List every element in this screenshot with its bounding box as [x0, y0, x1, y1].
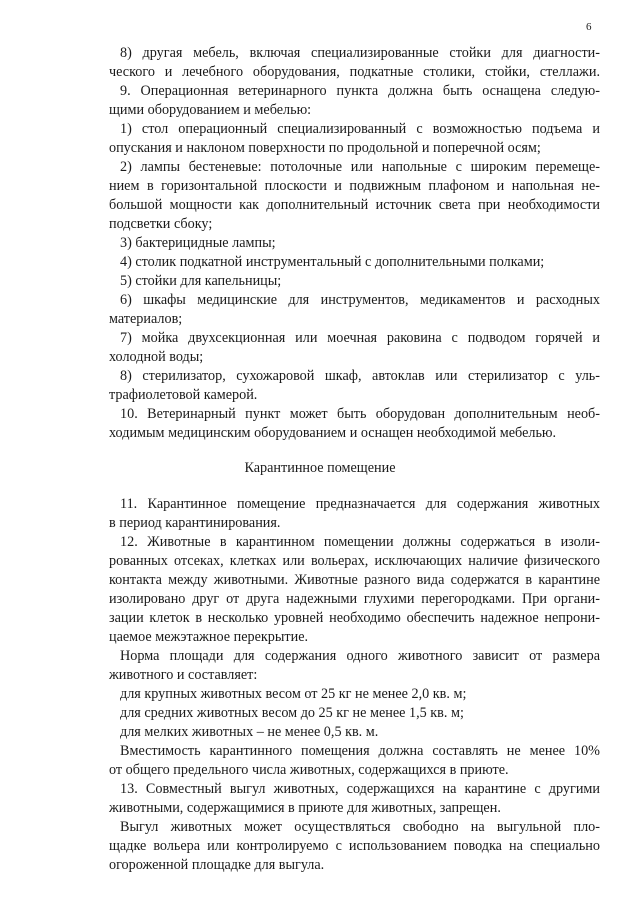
text-line: 12. Животные в карантинном помещении должны содержаться в изоли-	[120, 534, 600, 550]
text-line: для средних животных весом до 25 кг не менее 1,5 кв. м;	[120, 705, 464, 721]
text-line: 11. Карантинное помещение предназначается для содержания животных	[120, 496, 600, 512]
text-line: подсветки сбоку;	[109, 216, 213, 232]
text-line: Выгул животных может осуществляться свободно на выгульной пло-	[120, 819, 600, 835]
text-line: 7) мойка двухсекционная или моечная раковина с подводом горячей и	[120, 330, 600, 346]
text-line: животными, содержащимися в приюте для животных, запрещен.	[109, 800, 501, 816]
section-heading: Карантинное помещение	[244, 460, 396, 476]
text-line: трафиолетовой камерой.	[109, 387, 258, 403]
text-line: 3) бактерицидные лампы;	[120, 235, 276, 251]
text-line: 9. Операционная ветеринарного пункта должна быть оснащена следую-	[120, 83, 600, 99]
text-line: ходимым медицинским оборудованием и оснащен необходимой мебелью.	[109, 425, 557, 441]
text-line: 4) столик подкатной инструментальный с дополнительными полками;	[120, 254, 545, 270]
text-line: ческого и лечебного оборудования, подкатные столики, стойки, стеллажи.	[109, 64, 600, 80]
text-line: от общего предельного числа животных, содержащихся в приюте.	[109, 762, 509, 778]
text-line: холодной воды;	[109, 349, 204, 365]
text-line: для мелких животных – не менее 0,5 кв. м.	[120, 724, 379, 740]
text-line: 5) стойки для капельницы;	[120, 273, 282, 289]
text-line: щадке вольера или контролируемо с использованием поводка на специально	[109, 838, 600, 854]
text-line: контакта между животными. Животные разного вида содержатся в карантине	[109, 572, 600, 588]
text-line: 8) стерилизатор, сухожаровой шкаф, автоклав или стерилизатор с уль-	[120, 368, 600, 384]
text-line: цаемое межэтажное перекрытие.	[109, 629, 309, 645]
text-line: нием в горизонтальной плоскости и подвижным плафоном и напольная не-	[109, 178, 600, 194]
text-line: Вместимость карантинного помещения должна составлять не менее 10%	[120, 743, 600, 759]
text-line: огороженной площадке для выгула.	[109, 857, 325, 873]
text-line: зации клеток в несколько уровней необходимо обеспечить надежное непрони-	[109, 610, 600, 626]
text-line: 1) стол операционный специализированный с возможностью подъема и	[120, 121, 600, 137]
text-line: в период карантинирования.	[109, 515, 281, 531]
text-line: материалов;	[109, 311, 183, 327]
text-line: большой мощности как дополнительный источник света при необходимости	[109, 197, 600, 213]
text-line: 13. Совместный выгул животных, содержащихся на карантине с другими	[120, 781, 600, 797]
text-line: рованных отсеках, клетках или вольерах, исключающих наличие физического	[109, 553, 600, 569]
page-number: 6	[586, 21, 592, 33]
text-line: щими оборудованием и мебелью:	[109, 102, 312, 118]
text-line: 2) лампы бестеневые: потолочные или напольные с широким перемеще-	[120, 159, 600, 175]
text-line: Норма площади для содержания одного животного зависит от размера	[120, 648, 600, 664]
text-line: животного и составляет:	[109, 667, 258, 683]
text-line: 6) шкафы медицинские для инструментов, медикаментов и расходных	[120, 292, 600, 308]
text-line: 10. Ветеринарный пункт может быть оборудован дополнительным необ-	[120, 406, 600, 422]
text-line: опускания и наклоном поверхности по продольной и поперечной осям;	[109, 140, 541, 156]
text-line: изолировано друг от друга надежными глухими перегородками. При органи-	[109, 591, 600, 607]
text-line: 8) другая мебель, включая специализированные стойки для диагности-	[120, 45, 600, 61]
text-line: для крупных животных весом от 25 кг не менее 2,0 кв. м;	[120, 686, 467, 702]
